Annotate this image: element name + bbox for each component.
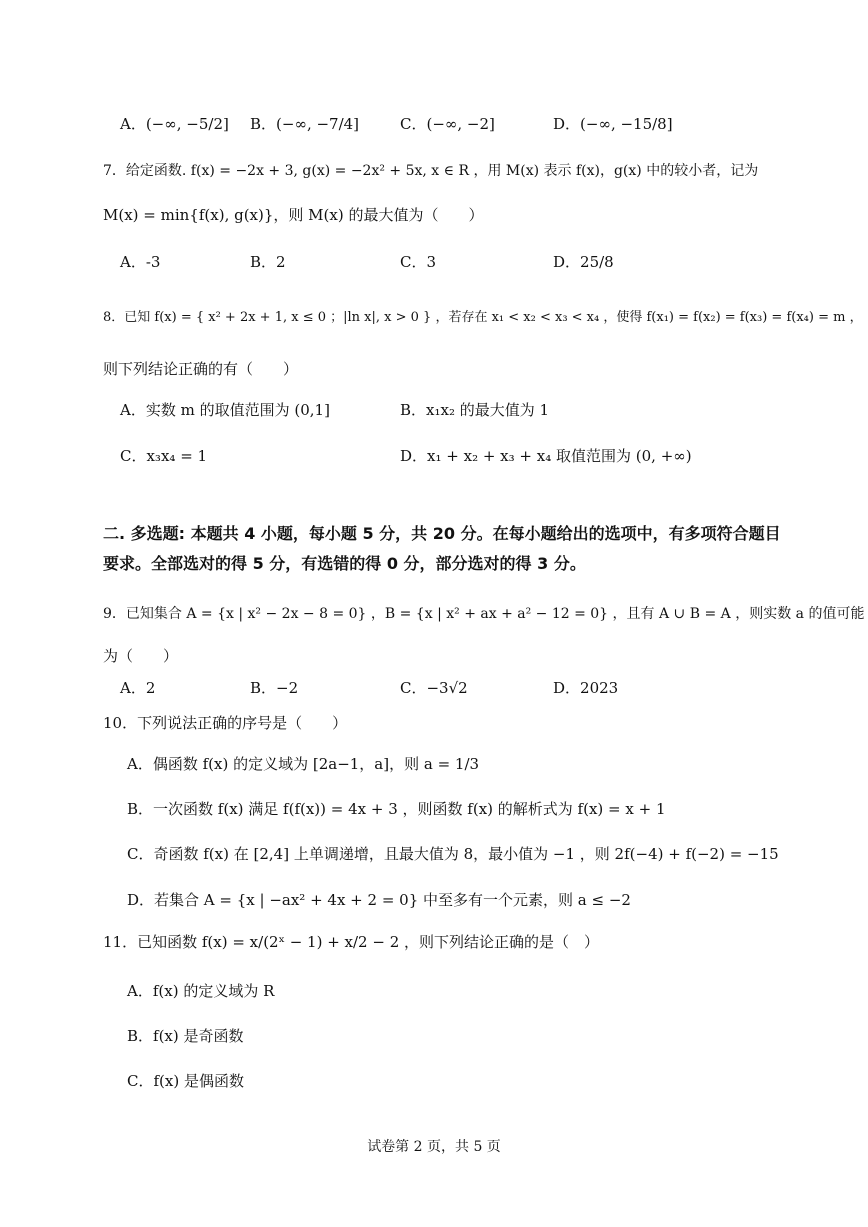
q6-option-a: A．(−∞, −5/2] xyxy=(120,115,229,133)
q9-option-b: B．−2 xyxy=(250,679,299,697)
q8-option-b: B．x₁x₂ 的最大值为 1 xyxy=(400,401,550,419)
q11-option-a: A．f(x) 的定义域为 R xyxy=(127,982,275,1000)
section-multiple-choice-header: 二. 多选题: 本题共 4 小题，每小题 5 分，共 20 分。在每小题给出的选项中，有多项符合题目要求。全部选对的得 5 分，有选错的得 0 分，部分选对的得 3 分。 xyxy=(103,524,781,573)
q6-option-b: B．(−∞, −7/4] xyxy=(250,115,360,133)
q7-option-b: B．2 xyxy=(250,253,286,271)
q8-stem-line1: 8．已知 f(x) = { x² + 2x + 1, x ≤ 0 ；|ln x|, x > 0 } ，若存在 x₁ < x₂ < x₃ < x₄ ，使得 f(x₁) = f(x₂) = f(x₃) = f(x₄) = m ， xyxy=(103,310,863,325)
q7-option-d: D．25/8 xyxy=(553,253,614,271)
q10-option-c: C．奇函数 f(x) 在 [2,4] 上单调递增，且最大值为 8，最小值为 −1 ，则 2f(−4) + f(−2) = −15 xyxy=(127,845,779,863)
q11-option-c: C．f(x) 是偶函数 xyxy=(127,1072,244,1090)
q11-stem: 11．已知函数 f(x) = x/(2ˣ − 1) + x/2 − 2 ，则下列结论正确的是（ ） xyxy=(103,933,600,951)
q8-option-a: A．实数 m 的取值范围为 (0,1] xyxy=(120,401,330,419)
q10-option-a: A．偶函数 f(x) 的定义域为 [2a−1，a]，则 a = 1/3 xyxy=(127,755,480,773)
q8-option-d: D．x₁ + x₂ + x₃ + x₄ 取值范围为 (0, +∞) xyxy=(400,447,692,465)
page-footer: 试卷第 2 页，共 5 页 xyxy=(367,1139,501,1155)
q10-option-b: B．一次函数 f(x) 满足 f(f(x)) = 4x + 3 ，则函数 f(x) 的解析式为 f(x) = x + 1 xyxy=(127,800,666,818)
q11-option-b: B．f(x) 是奇函数 xyxy=(127,1027,244,1045)
q6-option-c: C．(−∞, −2] xyxy=(400,115,495,133)
q8-stem-line2: 则下列结论正确的有（ ） xyxy=(103,360,299,378)
q9-stem-line2: 为（ ） xyxy=(103,647,179,665)
q9-stem-line1: 9．已知集合 A = {x | x² − 2x − 8 = 0} ，B = {x | x² + ax + a² − 12 = 0} ，且有 A ∪ B = A ，则实数 a 的值可能 xyxy=(103,606,865,622)
q7-option-a: A．-3 xyxy=(120,253,161,271)
q10-stem: 10．下列说法正确的序号是（ ） xyxy=(103,714,348,732)
q7-stem-line2: M(x) = min{f(x), g(x)}，则 M(x) 的最大值为（ ） xyxy=(103,206,484,224)
q8-option-c: C．x₃x₄ = 1 xyxy=(120,447,208,465)
q10-option-d: D．若集合 A = {x | −ax² + 4x + 2 = 0} 中至多有一个元素，则 a ≤ −2 xyxy=(127,891,631,909)
q6-option-d: D．(−∞, −15/8] xyxy=(553,115,673,133)
q9-option-a: A．2 xyxy=(120,679,156,697)
q7-stem-line1: 7．给定函数. f(x) = −2x + 3, g(x) = −2x² + 5x, x ∈ R ，用 M(x) 表示 f(x)，g(x) 中的较小者，记为 xyxy=(103,163,759,179)
q7-option-c: C．3 xyxy=(400,253,437,271)
q9-option-d: D．2023 xyxy=(553,679,619,697)
q9-option-c: C．−3√2 xyxy=(400,679,468,697)
